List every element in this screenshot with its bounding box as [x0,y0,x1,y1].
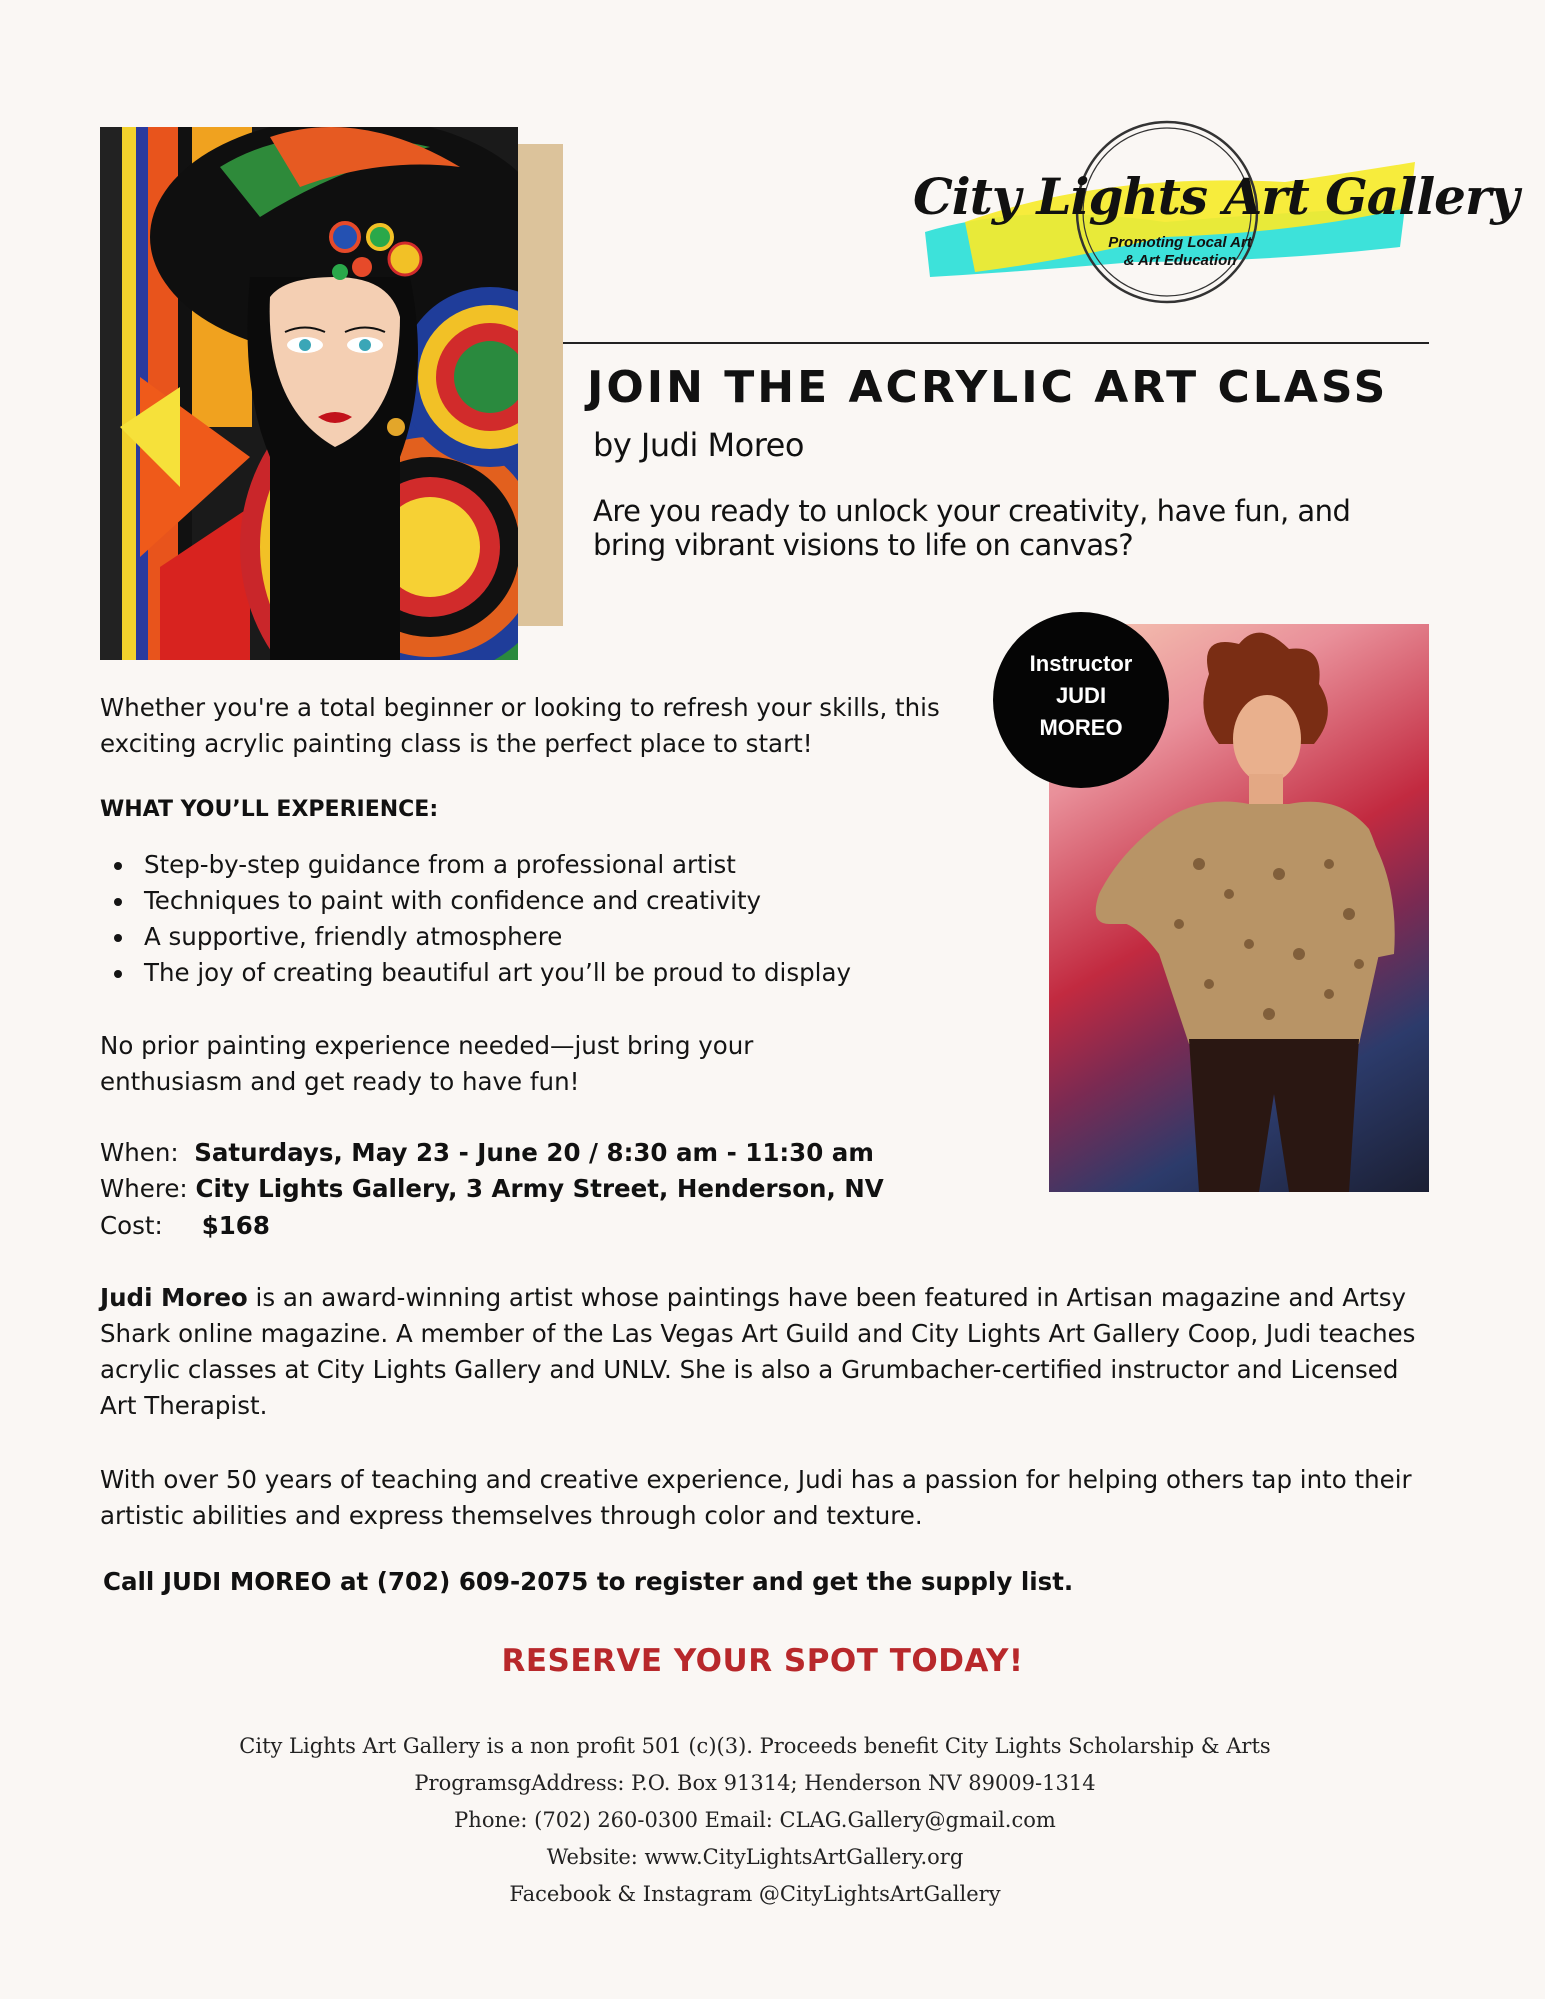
experience-paragraph: With over 50 years of teaching and creative experience, Judi has a passion for helping others tap into their artistic abilities and express themselves through color and texture. [100,1465,1412,1530]
logo-subtitle-line1: Promoting Local Art [1108,234,1252,251]
painting-image [100,127,518,660]
list-item: The joy of creating beautiful art you’ll be proud to display [114,955,964,991]
page-title: JOIN THE ACRYLIC ART CLASS [587,362,1389,413]
reserve-heading: RESERVE YOUR SPOT TODAY! [501,1643,1024,1679]
badge-line-lastname: MOREO [1039,715,1123,740]
bio-name: Judi Moreo [100,1283,248,1312]
featured-painting [100,127,563,660]
when-value: Saturdays, May 23 - June 20 / 8:30 am - 11:30 am [194,1138,874,1167]
tagline: Are you ready to unlock your creativity, have fun, and bring vibrant visions to life on canvas? [593,494,1351,562]
list-item: Step-by-step guidance from a professional artist [114,847,964,883]
experience-list [114,847,964,991]
cost-label: Cost: [100,1211,163,1240]
detail-cost [100,1208,270,1244]
where-label: Where: [100,1174,188,1203]
no-experience-note: No prior painting experience needed—just bring your enthusiasm and get ready to have fun! [100,1031,754,1096]
logo-subtitle-line2: & Art Education [1123,252,1237,269]
logo-subtitle [1085,234,1275,270]
detail-when [100,1135,874,1171]
header-divider [563,342,1429,344]
when-label: When: [100,1138,179,1167]
badge-line-instructor: Instructor [1029,651,1133,676]
footer-nonprofit: City Lights Art Gallery is a non profit 501 (c)(3). Proceeds benefit City Lights Scholarship & Arts [239,1734,1271,1758]
gallery-logo [905,112,1519,312]
list-item: Techniques to paint with confidence and creativity [114,883,964,919]
footer-social: Facebook & Instagram @CityLightsArtGallery [509,1882,1001,1906]
detail-where [100,1171,884,1207]
intro-paragraph: Whether you're a total beginner or looking to refresh your skills, this exciting acrylic painting class is the perfect place to start! [100,693,940,758]
footer-contact: Phone: (702) 260-0300 Email: CLAG.Gallery@gmail.com [454,1808,1056,1832]
footer [0,1728,1510,1913]
instructor-badge [993,612,1169,788]
logo-title: City Lights Art Gallery [913,167,1519,226]
instructor-bio [100,1280,1440,1424]
badge-line-firstname: JUDI [1055,683,1107,708]
where-value: City Lights Gallery, 3 Army Street, Henderson, NV [195,1174,884,1203]
footer-website: Website: www.CityLightsArtGallery.org [546,1845,964,1869]
cost-value: $168 [201,1211,270,1240]
list-item: A supportive, friendly atmosphere [114,919,964,955]
byline: by Judi Moreo [593,426,804,464]
footer-address: ProgramsgAddress: P.O. Box 91314; Henderson NV 89009-1314 [414,1771,1096,1795]
experience-heading: WHAT YOU’LL EXPERIENCE: [100,797,439,822]
bio-text: is an award-winning artist whose paintings have been featured in Artisan magazine and Artsy Shark online magazine. A member of the Las Vegas Art Guild and City Lights Art Gallery Coop, Judi teaches acrylic classes at City Lights Gallery and UNLV. She is also a Grumbacher-certified instructor and Licensed Art Therapist. [100,1283,1416,1420]
call-to-register: Call JUDI MOREO at (702) 609-2075 to register and get the supply list. [103,1567,1074,1596]
